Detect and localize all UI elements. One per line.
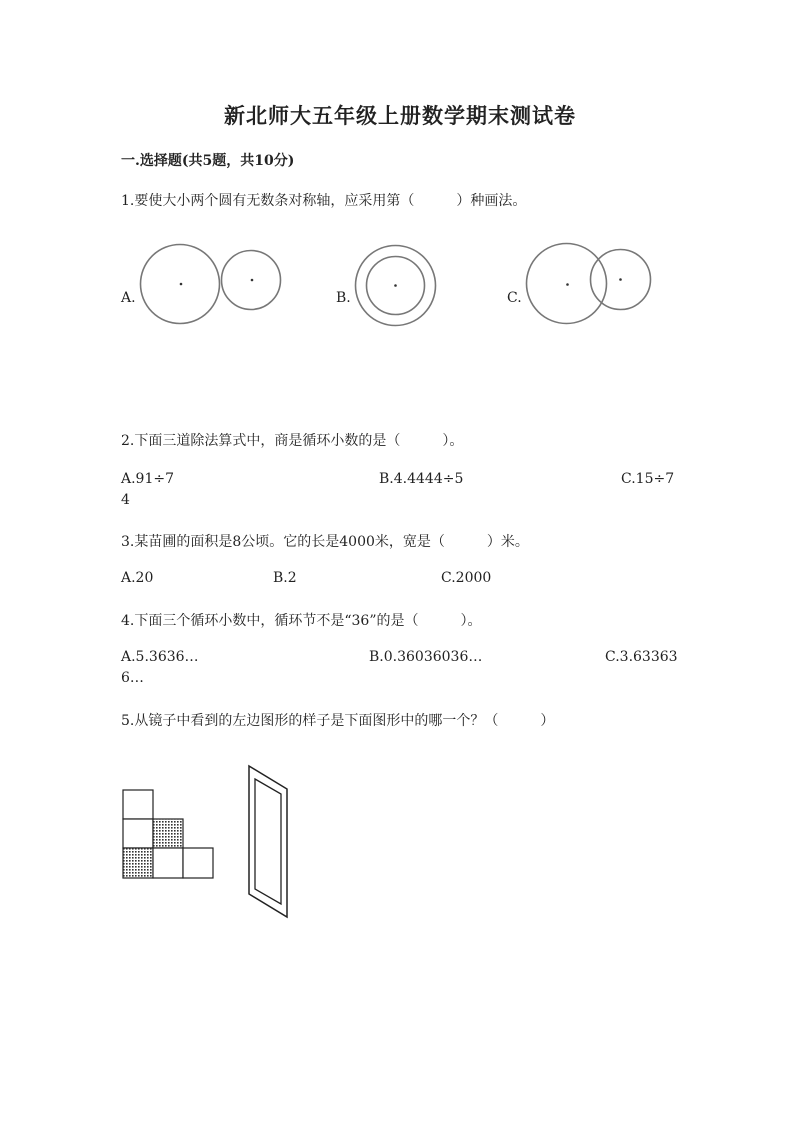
center-dot — [251, 279, 254, 282]
q1-figure-a — [138, 243, 288, 328]
q1-figure-c — [524, 240, 664, 330]
question-4-text: 4.下面三个循环小数中，循环节不是“36”的是（ ）。 — [121, 613, 482, 629]
q1-option-a-label: A. — [121, 290, 136, 306]
question-2-text: 2.下面三道除法算式中，商是循环小数的是（ ）。 — [121, 433, 464, 449]
q4-option-b: B.0.36036036… — [369, 649, 483, 665]
center-dot — [619, 278, 622, 281]
q4-option-a: A.5.3636… — [121, 649, 199, 665]
grid-cell-shaded — [153, 819, 183, 848]
q1-option-b-label: B. — [336, 290, 351, 306]
q2-option-c: C.15÷7 — [621, 471, 675, 487]
q5-mirror-figure — [244, 763, 294, 923]
center-dot — [566, 283, 569, 286]
center-dot — [180, 283, 183, 286]
question-3-text: 3.某苗圃的面积是8公顷。它的长是4000米，宽是（ ）米。 — [121, 534, 529, 550]
question-1-text: 1.要使大小两个圆有无数条对称轴，应采用第（ ）种画法。 — [121, 193, 527, 209]
q2-option-c-wrap: 4 — [121, 492, 130, 508]
q3-option-b: B.2 — [273, 570, 297, 586]
center-dot — [394, 284, 397, 287]
grid-cell-shaded — [123, 848, 153, 878]
section-heading: 一.选择题(共5题，共10分) — [121, 153, 295, 169]
grid-cell — [123, 790, 153, 819]
grid-cell — [183, 848, 213, 878]
q3-option-a: A.20 — [121, 570, 154, 586]
q5-square-grid-figure — [120, 788, 220, 883]
q2-option-b: B.4.4444÷5 — [379, 471, 464, 487]
grid-cell — [123, 819, 153, 848]
q2-option-a: A.91÷7 — [121, 471, 175, 487]
q3-option-c: C.2000 — [441, 570, 492, 586]
large-circle — [527, 244, 607, 324]
q1-option-c-label: C. — [507, 290, 522, 306]
grid-cell — [153, 848, 183, 878]
q1-figure-b — [352, 244, 442, 329]
question-5-text: 5.从镜子中看到的左边图形的样子是下面图形中的哪一个？（ ） — [121, 713, 555, 729]
page-title: 新北师大五年级上册数学期末测试卷 — [224, 103, 576, 128]
q4-option-c: C.3.63363 — [605, 649, 678, 665]
q4-option-c-wrap: 6… — [121, 670, 144, 686]
